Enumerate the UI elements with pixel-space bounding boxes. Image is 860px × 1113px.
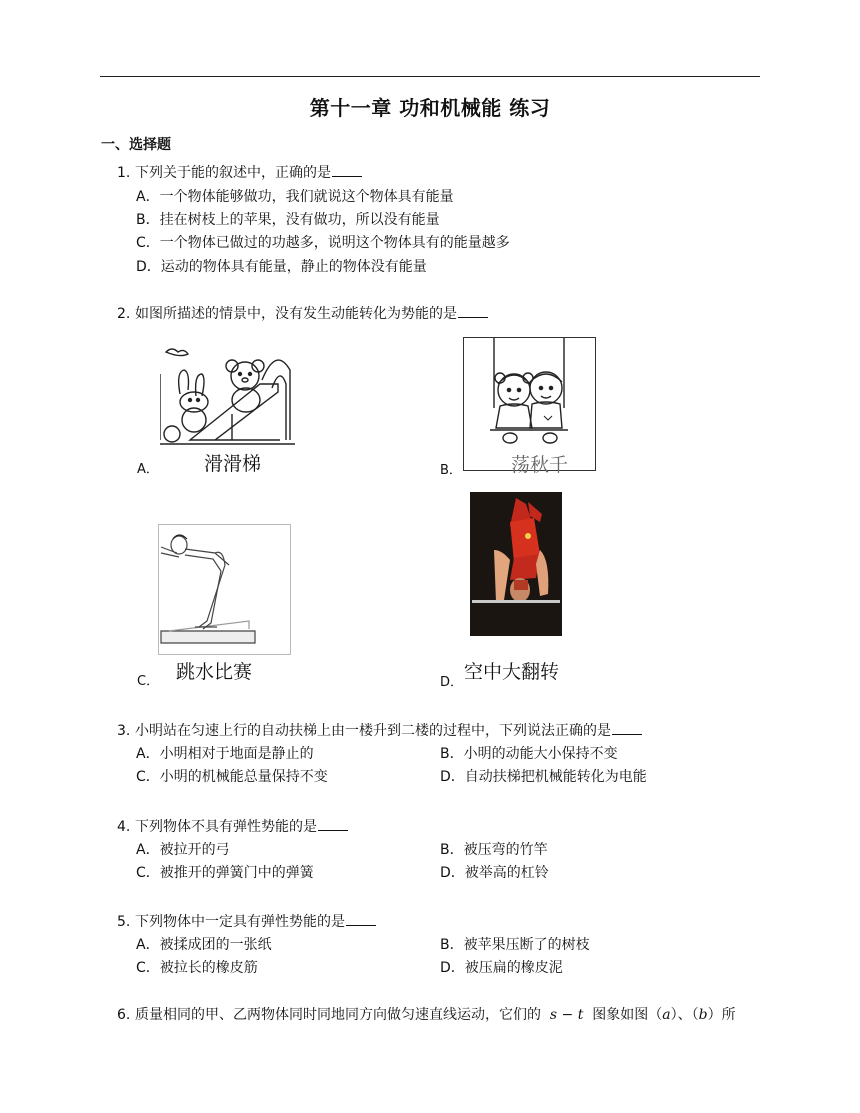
option-c: C．被推开的弹簧门中的弹簧 — [136, 865, 314, 881]
question-4 — [117, 816, 348, 837]
question-stem: 下列物体不具有弹性势能的是 — [135, 819, 317, 835]
question-stem: 下列物体中一定具有弹性势能的是 — [135, 914, 345, 930]
option-c: C．小明的机械能总量保持不变 — [136, 769, 328, 785]
option-b-letter: B． — [440, 463, 462, 478]
question-stem: 如图所描述的情景中，没有发生动能转化为势能的是 — [135, 306, 457, 322]
figure-label-b: b — [698, 1007, 708, 1023]
option-c: C．一个物体已做过的功越多，说明这个物体具有的能量越多 — [136, 235, 510, 251]
option-b-caption: 荡秋千 — [511, 454, 569, 476]
option-b: B．挂在树枝上的苹果，没有做功，所以没有能量 — [136, 212, 440, 228]
question-stem-sep: ）、（ — [670, 1007, 699, 1023]
question-stem-cont: 图象如图（ — [592, 1007, 663, 1023]
slide-icon — [160, 344, 295, 446]
answer-blank — [332, 162, 362, 177]
option-b: B．被压弯的竹竿 — [440, 842, 548, 858]
question-2 — [117, 303, 488, 324]
question-5 — [117, 911, 376, 932]
gymnast-photo — [470, 492, 562, 636]
question-number: 5. — [117, 914, 131, 930]
question-number: 2. — [117, 306, 131, 322]
math-expression: s − t — [549, 1007, 584, 1023]
option-a-caption: 滑滑梯 — [204, 453, 262, 475]
question-1 — [117, 162, 362, 183]
option-a: A．被拉开的弓 — [136, 842, 230, 858]
option-d: D．自动扶梯把机械能转化为电能 — [440, 769, 647, 785]
question-number: 3. — [117, 723, 131, 739]
page-title: 第十一章 功和机械能 练习 — [309, 96, 551, 120]
option-b: B．被苹果压断了的树枝 — [440, 937, 590, 953]
option-a: A．小明相对于地面是静止的 — [136, 746, 314, 762]
answer-blank — [318, 816, 348, 831]
option-d-caption: 空中大翻转 — [464, 661, 560, 683]
option-d: D．运动的物体具有能量，静止的物体没有能量 — [136, 259, 427, 275]
question-3 — [117, 720, 642, 741]
question-stem: 下列关于能的叙述中，正确的是 — [135, 165, 331, 181]
option-d-letter: D． — [440, 675, 464, 690]
question-6 — [117, 1005, 736, 1025]
question-number: 1. — [117, 165, 131, 181]
answer-blank — [346, 911, 376, 926]
diver-icon — [158, 524, 291, 655]
option-d: D．被压扁的橡皮泥 — [440, 960, 563, 976]
option-a: A．一个物体能够做功，我们就说这个物体具有能量 — [136, 189, 454, 205]
option-c: C．被拉长的橡皮筋 — [136, 960, 258, 976]
option-c-letter: C． — [137, 674, 160, 689]
answer-blank — [612, 720, 642, 735]
question-number: 6. — [117, 1007, 131, 1023]
option-b: B．小明的动能大小保持不变 — [440, 746, 618, 762]
option-a-letter: A． — [137, 462, 159, 477]
figure-label-a: a — [662, 1007, 671, 1023]
question-stem: 质量相同的甲、乙两物体同时同地同方向做匀速直线运动，它们的 — [135, 1007, 541, 1023]
question-number: 4. — [117, 819, 131, 835]
section-heading: 一、选择题 — [101, 137, 171, 153]
answer-blank — [458, 303, 488, 318]
option-d: D．被举高的杠铃 — [440, 865, 549, 881]
question-stem: 小明站在匀速上行的自动扶梯上由一楼升到二楼的过程中，下列说法正确的是 — [135, 723, 611, 739]
header-rule — [100, 76, 760, 77]
question-stem-end: ）所 — [707, 1007, 736, 1023]
option-a: A．被揉成团的一张纸 — [136, 937, 272, 953]
option-c-caption: 跳水比赛 — [176, 661, 253, 683]
